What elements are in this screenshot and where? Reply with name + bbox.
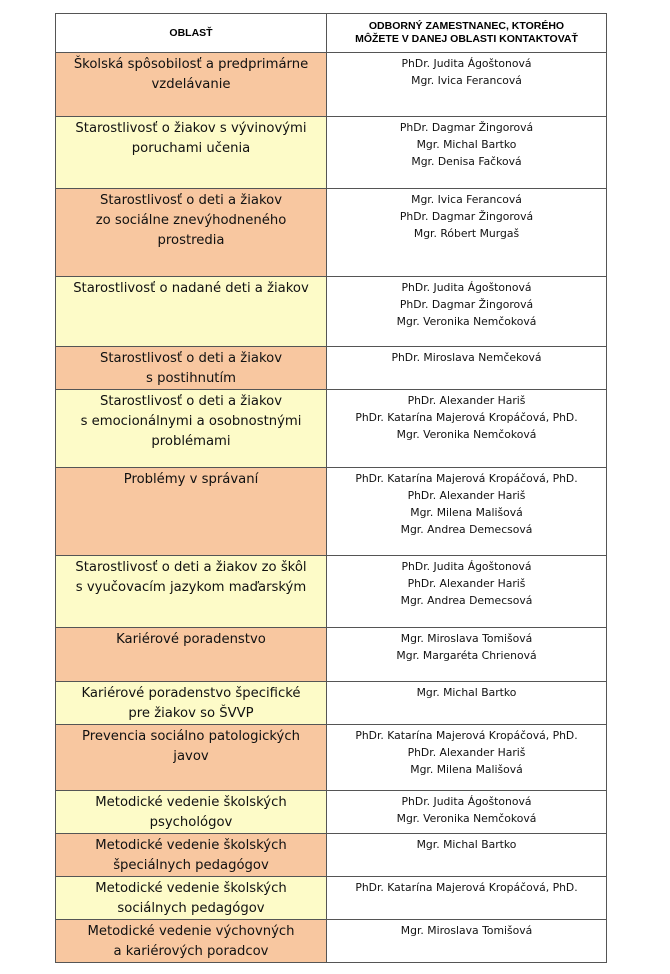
staff-cell [327,725,607,791]
area-text-line: Prevencia sociálno patologických [82,729,300,744]
staff-name: Mgr. Milena Mališová [410,506,523,519]
staff-name: PhDr. Miroslava Nemčeková [391,351,542,364]
staff-name: PhDr. Katarína Majerová Kropáčová, PhD. [355,729,578,742]
staff-name: PhDr. Judita Ágoštonová [401,795,532,808]
contacts-table [55,13,607,963]
staff-cell [327,920,607,963]
staff-name: PhDr. Alexander Hariš [407,489,526,502]
area-text-line: s vyučovacím jazykom maďarským [75,580,307,595]
table-row [56,725,607,791]
table-row [56,468,607,556]
staff-name: Mgr. Milena Mališová [410,763,523,776]
area-cell [56,834,327,877]
area-text-line: Metodické vedenie školských [95,838,287,853]
staff-cell [327,877,607,920]
area-cell [56,117,327,189]
staff-name: Mgr. Miroslava Tomišová [400,924,533,937]
staff-name: Mgr. Róbert Murgaš [413,227,520,240]
staff-name: Mgr. Ivica Ferancová [411,193,522,206]
area-cell [56,628,327,682]
area-text-line: vzdelávanie [151,77,231,92]
area-cell [56,556,327,628]
area-cell [56,468,327,556]
staff-cell [327,834,607,877]
area-cell [56,877,327,920]
staff-name: Mgr. Ivica Ferancová [411,74,522,87]
staff-name: PhDr. Katarína Majerová Kropáčová, PhD. [355,881,578,894]
area-cell [56,53,327,117]
table-row [56,189,607,277]
staff-cell [327,628,607,682]
area-text-line: psychológov [149,815,233,830]
table-row [56,920,607,963]
staff-name: Mgr. Veronika Nemčoková [396,315,537,328]
area-text-line: sociálnych pedagógov [117,901,265,916]
staff-name: Mgr. Veronika Nemčoková [396,812,537,825]
area-text-line: Kariérové poradenstvo [116,632,266,647]
staff-name: PhDr. Alexander Hariš [407,746,526,759]
staff-name: Mgr. Michal Bartko [416,838,517,851]
staff-cell [327,791,607,834]
table-body [56,53,607,963]
area-text-line: špeciálnych pedagógov [113,858,269,873]
staff-name: PhDr. Dagmar Žingorová [399,210,534,223]
table-row [56,628,607,682]
area-cell [56,390,327,468]
staff-name: Mgr. Michal Bartko [416,686,517,699]
table-row [56,390,607,468]
staff-name: PhDr. Katarína Majerová Kropáčová, PhD. [355,472,578,485]
contacts-table-sheet [55,13,606,963]
table-row [56,277,607,347]
staff-name: Mgr. Michal Bartko [416,138,517,151]
area-text-line: problémami [151,434,231,449]
staff-cell [327,117,607,189]
area-text-line: poruchami učenia [131,141,251,156]
area-text-line: Starostlivosť o nadané deti a žiakov [73,281,309,296]
table-row [56,117,607,189]
area-text-line: Starostlivosť o deti a žiakov [99,351,283,366]
staff-name: PhDr. Judita Ágoštonová [401,57,532,70]
area-cell [56,347,327,390]
area-text-line: Školská spôsobilosť a predprimárne [73,57,309,72]
area-text-line: Starostlivosť o deti a žiakov zo škôl [75,560,307,575]
area-text-line: zo sociálne znevýhodneného [95,213,287,228]
staff-name: Mgr. Miroslava Tomišová [400,632,533,645]
area-text-line: Starostlivosť o deti a žiakov [99,193,283,208]
area-text-line: Starostlivosť o deti a žiakov [99,394,283,409]
area-cell [56,682,327,725]
staff-name: Mgr. Margaréta Chrienová [396,649,537,662]
staff-column-header-line2: MÔŽETE V DANEJ OBLASTI KONTAKTOVAŤ [355,33,578,45]
area-text-line: javov [173,749,209,764]
table-row [56,556,607,628]
staff-cell [327,468,607,556]
area-text-line: pre žiakov so ŠVVP [128,706,254,721]
area-text-line: prostredia [157,233,225,248]
staff-name: PhDr. Judita Ágoštonová [401,560,532,573]
staff-cell [327,390,607,468]
staff-cell [327,682,607,725]
area-cell [56,791,327,834]
staff-cell [327,347,607,390]
table-row [56,347,607,390]
staff-name: PhDr. Alexander Hariš [407,577,526,590]
staff-name: Mgr. Denisa Fačková [411,155,522,168]
staff-name: PhDr. Judita Ágoštonová [401,281,532,294]
table-row [56,877,607,920]
table-header-row [56,14,607,53]
area-cell [56,920,327,963]
area-cell [56,189,327,277]
area-column-header [56,14,327,53]
staff-cell [327,277,607,347]
area-text-line: Starostlivosť o žiakov s vývinovými [75,121,307,136]
table-row [56,53,607,117]
staff-cell [327,556,607,628]
area-cell [56,725,327,791]
staff-name: Mgr. Andrea Demecsová [400,523,533,536]
area-text-line: a kariérových poradcov [113,944,269,959]
staff-name: Mgr. Veronika Nemčoková [396,428,537,441]
staff-column-header-line1: ODBORNÝ ZAMESTNANEC, KTORÉHO [368,20,565,32]
staff-cell [327,53,607,117]
staff-cell [327,189,607,277]
table-row [56,834,607,877]
staff-name: PhDr. Dagmar Žingorová [399,121,534,134]
area-text-line: Kariérové poradenstvo špecifické [81,686,301,701]
area-text-line: Problémy v správaní [123,472,259,487]
staff-name: PhDr. Dagmar Žingorová [399,298,534,311]
area-cell [56,277,327,347]
staff-column-header [327,14,607,53]
area-text-line: s postihnutím [146,371,236,386]
table-row [56,682,607,725]
staff-name: PhDr. Alexander Hariš [407,394,526,407]
staff-name: PhDr. Katarína Majerová Kropáčová, PhD. [355,411,578,424]
area-text-line: Metodické vedenie školských [95,795,287,810]
area-column-header-label: OBLASŤ [169,26,213,39]
area-text-line: s emocionálnymi a osobnostnými [80,414,302,429]
area-text-line: Metodické vedenie školských [95,881,287,896]
area-text-line: Metodické vedenie výchovných [87,924,295,939]
table-row [56,791,607,834]
staff-name: Mgr. Andrea Demecsová [400,594,533,607]
